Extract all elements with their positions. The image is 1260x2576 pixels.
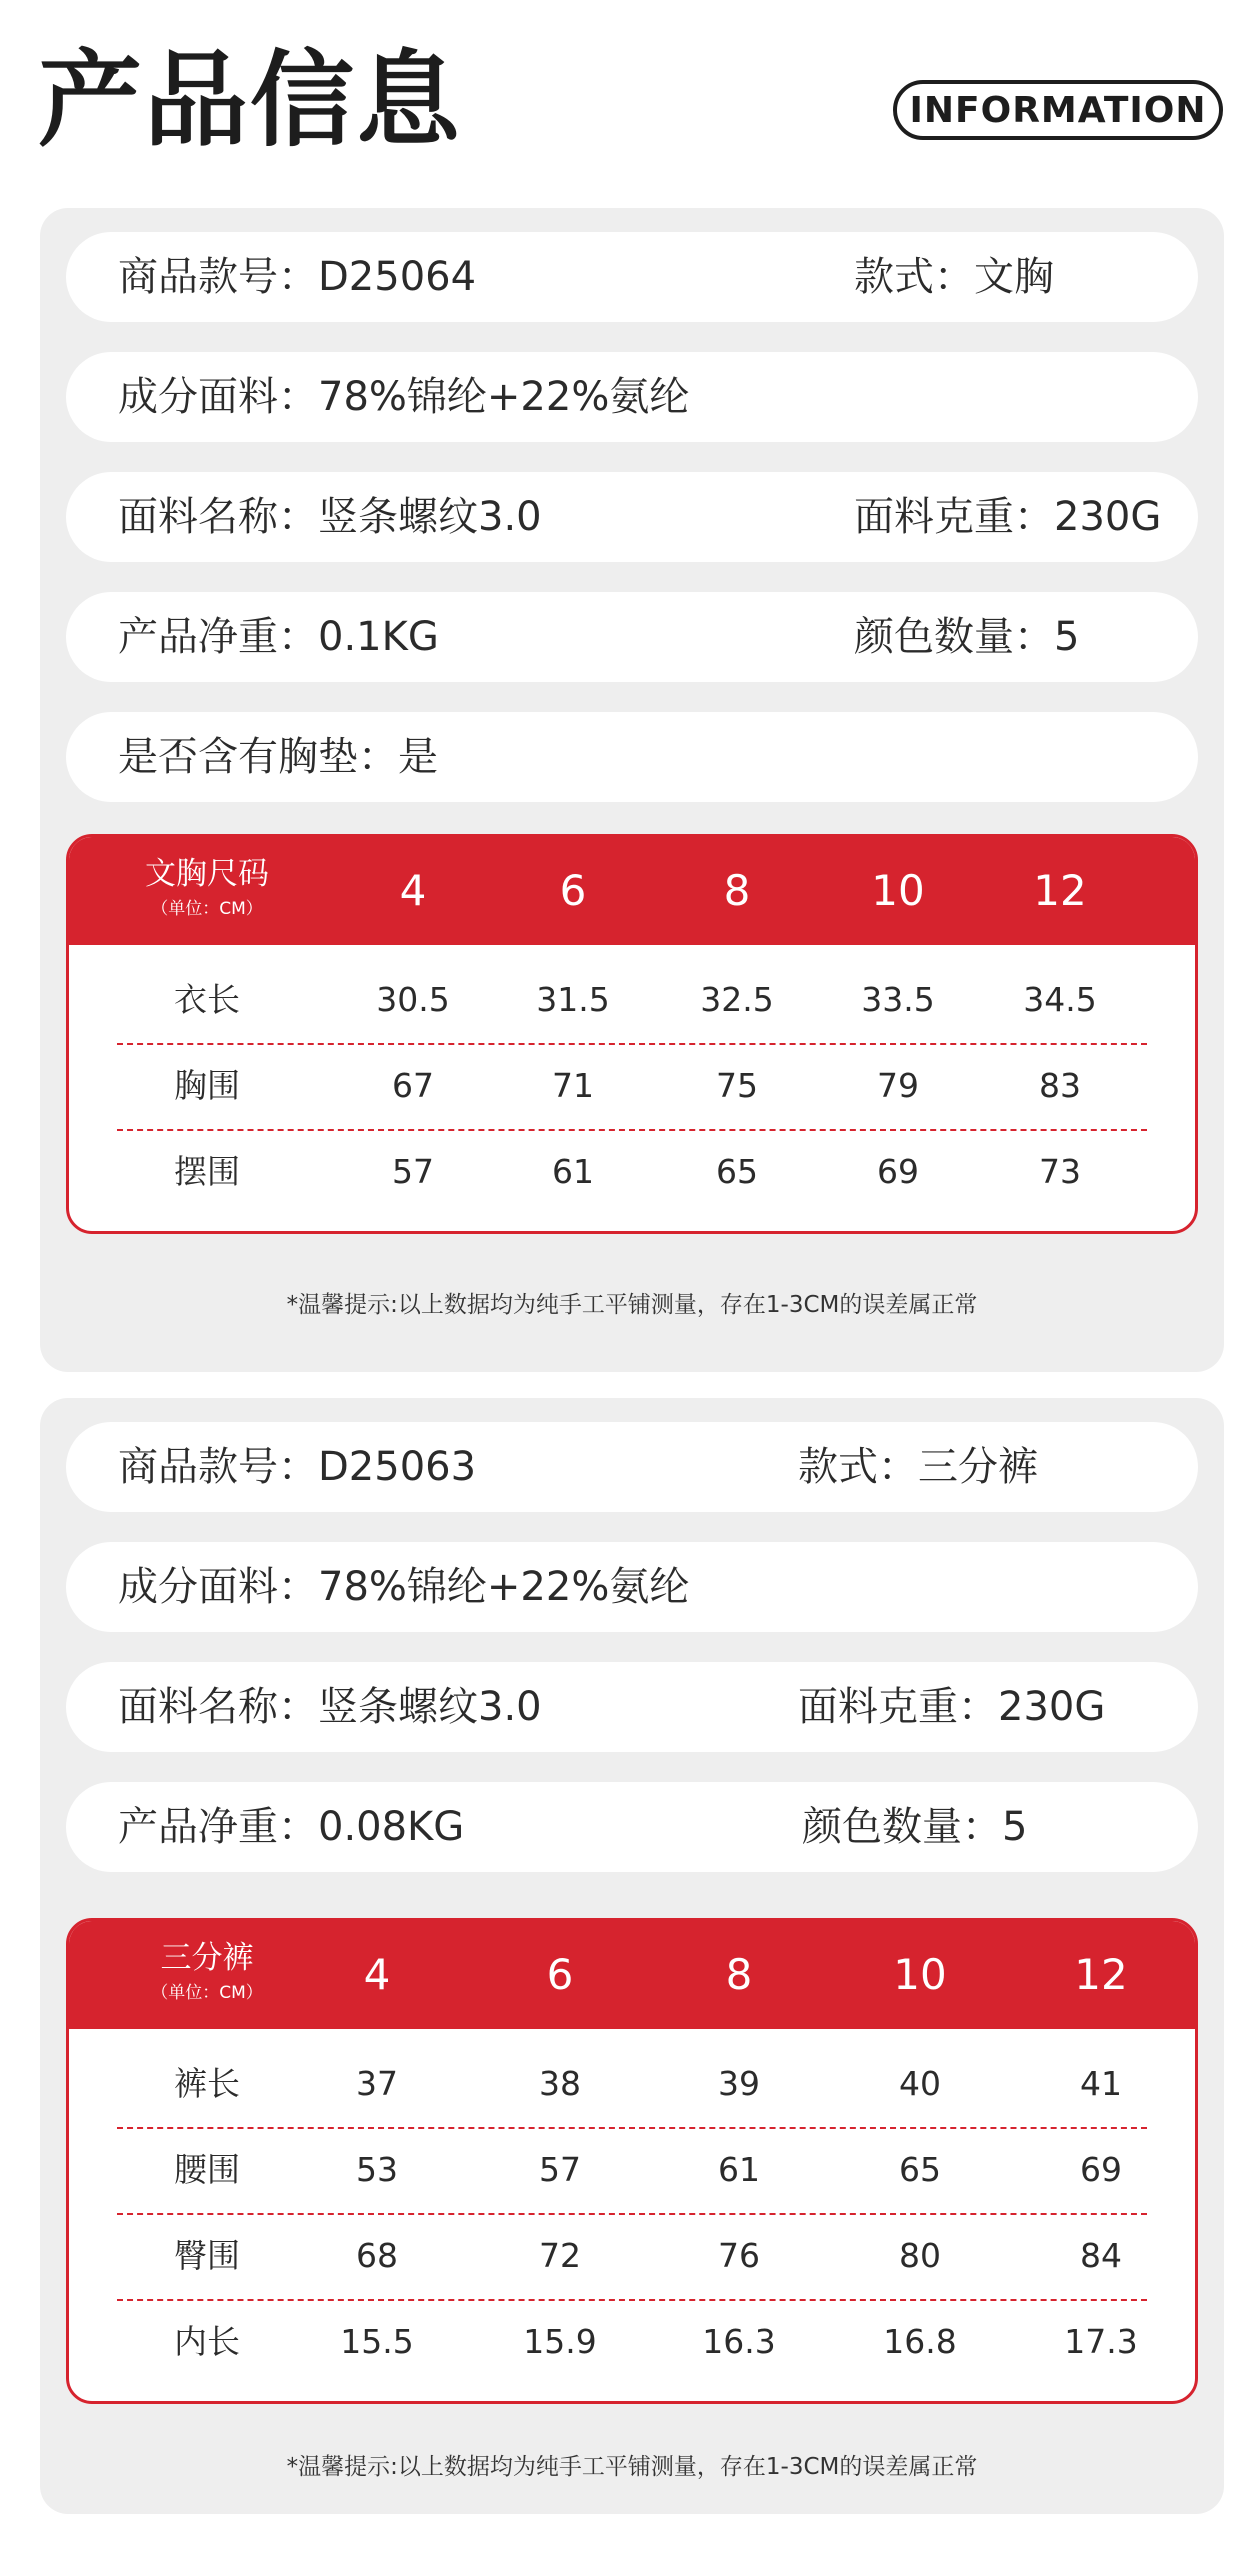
size-table-bra <box>66 834 1198 1234</box>
cell-value: 65 <box>716 1152 758 1191</box>
row-label: 胸围 <box>174 1066 240 1105</box>
product-panel-bra <box>40 208 1224 1372</box>
table-row <box>69 2127 1195 2213</box>
cell-value: 33.5 <box>861 980 935 1019</box>
cell-value: 16.8 <box>883 2322 957 2361</box>
size-header-cell: 12 <box>1074 1950 1128 1999</box>
size-label: 文胸尺码 <box>145 856 269 892</box>
info-row-style-number <box>66 232 1198 322</box>
cell-value: 15.9 <box>523 2322 597 2361</box>
cell-value: 80 <box>899 2236 941 2275</box>
net-weight: 产品净重：0.08KG <box>118 1804 465 1850</box>
cell-value: 30.5 <box>376 980 450 1019</box>
info-row-fabric <box>66 1662 1198 1752</box>
cell-value: 71 <box>552 1066 594 1105</box>
size-header-cell: 8 <box>723 866 751 915</box>
info-row-composition <box>66 1542 1198 1632</box>
fabric-name: 面料名称：竖条螺纹3.0 <box>118 494 542 540</box>
cell-value: 65 <box>899 2150 941 2189</box>
info-row-composition <box>66 352 1198 442</box>
table-row <box>69 2041 1195 2127</box>
size-header-cell: 6 <box>559 866 587 915</box>
size-label: 三分裤 <box>160 1940 254 1976</box>
cell-value: 17.3 <box>1064 2322 1138 2361</box>
cell-value: 73 <box>1039 1152 1081 1191</box>
cell-value: 75 <box>716 1066 758 1105</box>
size-table-shorts <box>66 1918 1198 2404</box>
net-weight: 产品净重：0.1KG <box>118 614 439 660</box>
cell-value: 61 <box>718 2150 760 2189</box>
info-row-padding <box>66 712 1198 802</box>
row-label: 臀围 <box>174 2236 240 2275</box>
size-header-cell: 12 <box>1033 866 1087 915</box>
cell-value: 69 <box>1080 2150 1122 2189</box>
row-label: 摆围 <box>174 1152 240 1191</box>
cell-value: 61 <box>552 1152 594 1191</box>
cell-value: 37 <box>356 2064 398 2103</box>
cell-value: 83 <box>1039 1066 1081 1105</box>
cell-value: 38 <box>539 2064 581 2103</box>
cell-value: 84 <box>1080 2236 1122 2275</box>
cell-value: 72 <box>539 2236 581 2275</box>
composition: 成分面料：78%锦纶+22%氨纶 <box>118 1564 690 1610</box>
style-type: 款式：三分裤 <box>798 1444 1038 1490</box>
size-table-header <box>69 1921 1195 2029</box>
fabric-weight: 面料克重：230G <box>798 1684 1106 1730</box>
cell-value: 57 <box>539 2150 581 2189</box>
info-row-net-weight <box>66 1782 1198 1872</box>
cell-value: 76 <box>718 2236 760 2275</box>
cell-value: 79 <box>877 1066 919 1105</box>
table-row <box>69 957 1195 1043</box>
row-label: 内长 <box>174 2322 240 2361</box>
page-title: 产品信息 <box>38 39 463 161</box>
size-header-cell: 10 <box>871 866 925 915</box>
cell-value: 15.5 <box>340 2322 414 2361</box>
cell-value: 39 <box>718 2064 760 2103</box>
style-number: 商品款号：D25063 <box>118 1444 477 1490</box>
size-header-cell: 10 <box>893 1950 947 1999</box>
style-type: 款式：文胸 <box>854 254 1054 300</box>
size-header-cell: 4 <box>399 866 427 915</box>
size-unit: （单位：CM） <box>151 899 263 919</box>
size-header-cell: 8 <box>725 1950 753 1999</box>
cell-value: 41 <box>1080 2064 1122 2103</box>
composition: 成分面料：78%锦纶+22%氨纶 <box>118 374 690 420</box>
measurement-note: *温馨提示:以上数据均为纯手工平铺测量，存在1-3CM的误差属正常 <box>286 1292 978 1318</box>
table-row <box>69 1043 1195 1129</box>
measurement-note: *温馨提示:以上数据均为纯手工平铺测量，存在1-3CM的误差属正常 <box>286 2454 978 2480</box>
info-row-net-weight <box>66 592 1198 682</box>
table-row <box>69 2213 1195 2299</box>
page-header <box>0 0 1260 190</box>
cell-value: 40 <box>899 2064 941 2103</box>
row-label: 衣长 <box>174 980 240 1019</box>
row-label: 裤长 <box>174 2064 240 2103</box>
color-count: 颜色数量：5 <box>802 1804 1028 1850</box>
cell-value: 68 <box>356 2236 398 2275</box>
cell-value: 53 <box>356 2150 398 2189</box>
cell-value: 67 <box>392 1066 434 1105</box>
info-row-fabric <box>66 472 1198 562</box>
row-label: 腰围 <box>174 2150 240 2189</box>
information-badge: INFORMATION <box>893 80 1223 140</box>
cell-value: 57 <box>392 1152 434 1191</box>
color-count: 颜色数量：5 <box>854 614 1080 660</box>
cell-value: 31.5 <box>536 980 610 1019</box>
fabric-weight: 面料克重：230G <box>854 494 1162 540</box>
size-table-header <box>69 837 1195 945</box>
has-padding: 是否含有胸垫：是 <box>118 734 438 780</box>
table-row <box>69 2299 1195 2385</box>
cell-value: 32.5 <box>700 980 774 1019</box>
style-number: 商品款号：D25064 <box>118 254 477 300</box>
product-panel-shorts <box>40 1398 1224 2514</box>
cell-value: 16.3 <box>702 2322 776 2361</box>
cell-value: 69 <box>877 1152 919 1191</box>
info-row-style-number <box>66 1422 1198 1512</box>
size-header-cell: 6 <box>546 1950 574 1999</box>
cell-value: 34.5 <box>1023 980 1097 1019</box>
fabric-name: 面料名称：竖条螺纹3.0 <box>118 1684 542 1730</box>
size-header-cell: 4 <box>363 1950 391 1999</box>
table-row <box>69 1129 1195 1215</box>
size-unit: （单位：CM） <box>151 1983 263 2003</box>
